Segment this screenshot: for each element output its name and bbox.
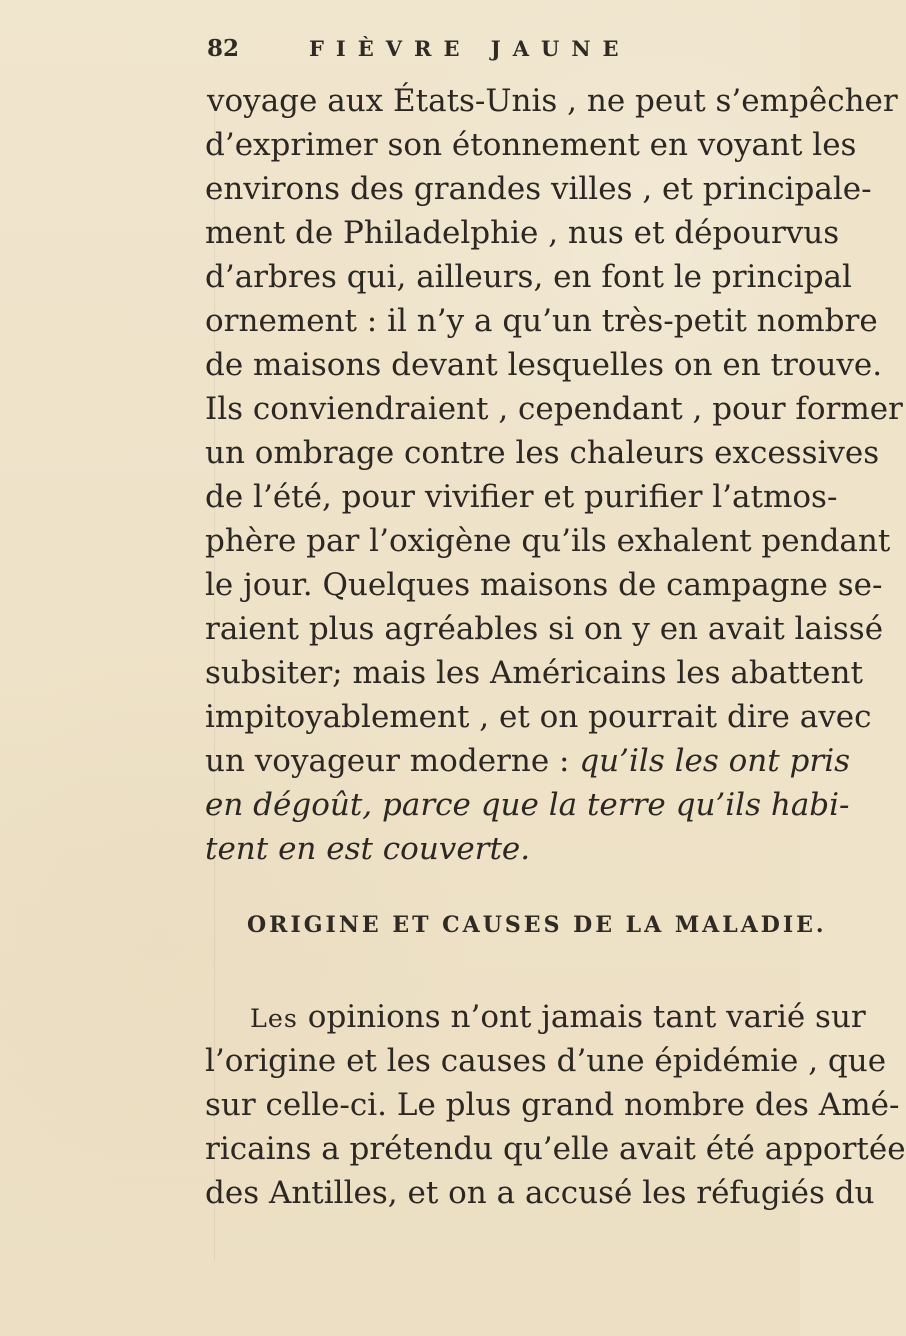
text-line-16 [205, 743, 851, 779]
text-line-4: ment de Philadelphie , nus et dépourvus [205, 215, 840, 251]
text-line-1: voyage aux États-Unis , ne peut s’empêcher [207, 83, 898, 119]
paragraph-2-line-4: ricains a prétendu qu’elle avait été apportée [205, 1131, 906, 1167]
text-line-16-italic: qu’ils les ont pris [579, 743, 851, 779]
running-title: FIÈVRE JAUNE [309, 36, 631, 61]
text-line-12: le jour. Quelques maisons de campagne se- [205, 567, 883, 603]
drop-word: Les [250, 1003, 298, 1033]
text-line-17: en dégoût, parce que la terre qu’ils habi- [205, 787, 850, 823]
text-line-2: d’exprimer son étonnement en voyant les [205, 127, 857, 163]
text-line-6: ornement : il n’y a qu’un très-petit nombre [205, 303, 878, 339]
text-line-11: phère par l’oxigène qu’ils exhalent pendant [205, 523, 891, 559]
text-line-14: subsiter; mais les Américains les abattent [205, 655, 863, 691]
text-line-9: un ombrage contre les chaleurs excessives [205, 435, 880, 471]
page-header [207, 37, 707, 69]
section-heading: ORIGINE ET CAUSES DE LA MALADIE. [247, 912, 827, 938]
text-line-8: Ils conviendraient , cependant , pour former [205, 391, 903, 427]
text-line-7: de maisons devant lesquelles on en trouve. [205, 347, 883, 383]
text-line-15: impitoyablement , et on pourrait dire avec [205, 699, 872, 735]
text-line-5: d’arbres qui, ailleurs, en font le principal [205, 259, 852, 295]
paragraph-2-line-2: l’origine et les causes d’une épidémie , que [205, 1043, 887, 1079]
page-number: 82 [207, 35, 240, 62]
paragraph-2-line-5: des Antilles, et on a accusé les réfugiés du [205, 1175, 875, 1211]
text-line-10: de l’été, pour vivifier et purifier l’atmos- [205, 479, 838, 515]
paragraph-2-line-3: sur celle-ci. Le plus grand nombre des Amé- [205, 1087, 900, 1123]
text-line-16-regular: un voyageur moderne : [205, 743, 580, 779]
paragraph-2-line-1 [250, 999, 866, 1035]
text-line-13: raient plus agréables si on y en avait laissé [205, 611, 884, 647]
text-line-3: environs des grandes villes , et principale- [205, 171, 872, 207]
text-line-18: tent en est couverte. [205, 831, 531, 867]
paragraph-2-line-1-rest: opinions n’ont jamais tant varié sur [297, 999, 866, 1035]
